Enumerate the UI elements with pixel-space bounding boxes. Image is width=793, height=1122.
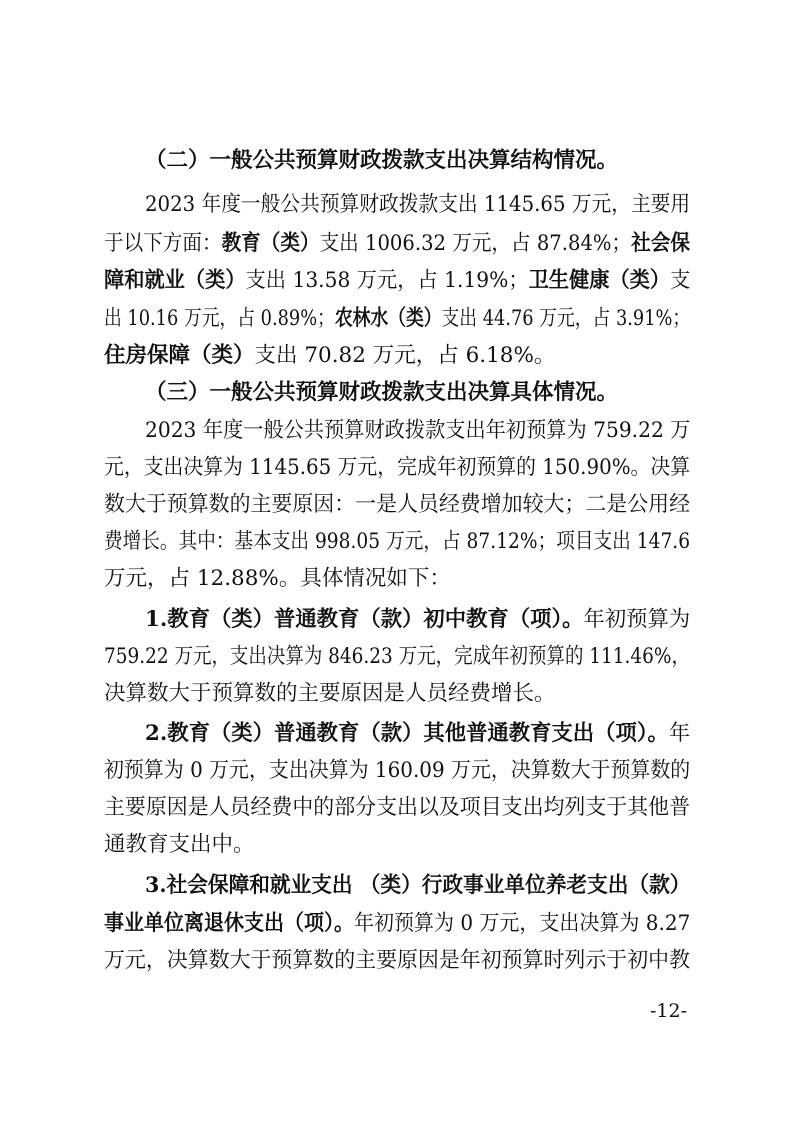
section3-line4: 费增长。其中：基本支出 998.05 万元，占 87.12%；项目支出 147.6 [104,529,691,554]
item3-line1: 3.社会保障和就业支出 （类）行政事业单位养老支出（款） [145,873,691,898]
item2-line4: 通教育支出中。 [104,832,255,857]
item1-line1: 1.教育（类）普通教育（款）初中教育（项）。年初预算为 [145,607,691,632]
item1-line3: 决算数大于预算数的主要原因是人员经费增长。 [104,681,556,706]
section2-line4: 出 10.16 万元，占 0.89%；农林水（类）支出 44.76 万元，占 3.91%； [104,306,691,331]
section3-line1: 2023 年度一般公共预算财政拨款支出年初预算为 759.22 万 [145,418,691,443]
section2-heading: （二）一般公共预算财政拨款支出决算结构情况。 [145,148,619,173]
section2-line1: 2023 年度一般公共预算财政拨款支出 1145.65 万元，主要用 [145,192,691,217]
item1-line2: 759.22 万元，支出决算为 846.23 万元，完成年初预算的 111.46%， [104,644,690,669]
section2-line3: 障和就业（类）支出 13.58 万元，占 1.19%；卫生健康（类）支 [104,268,691,293]
section3-line2: 元，支出决算为 1145.65 万元，完成年初预算的 150.90%。决算 [104,455,691,480]
section3-heading: （三）一般公共预算财政拨款支出决算具体情况。 [145,380,619,405]
section2-line5: 住房保障（类）支出 70.82 万元，占 6.18%。 [104,343,556,368]
section3-line3: 数大于预算数的主要原因：一是人员经费增加较大；二是公用经 [104,492,691,517]
item3-line3: 万元，决算数大于预算数的主要原因是年初预算时列示于初中教 [104,948,691,973]
item2-line2: 初预算为 0 万元，支出决算为 160.09 万元，决算数大于预算数的 [104,758,691,783]
item2-line1: 2.教育（类）普通教育（款）其他普通教育支出（项）。年 [145,721,691,746]
item3-line2: 事业单位离退休支出（项）。年初预算为 0 万元，支出决算为 8.27 [104,911,691,936]
item2-line3: 主要原因是人员经费中的部分支出以及项目支出均列支于其他普 [104,795,691,820]
page-number: -12- [650,1000,688,1022]
section3-line5: 万元，占 12.88%。具体情况如下： [104,566,451,591]
section2-line2: 于以下方面：教育（类）支出 1006.32 万元，占 87.84%；社会保 [104,231,690,256]
